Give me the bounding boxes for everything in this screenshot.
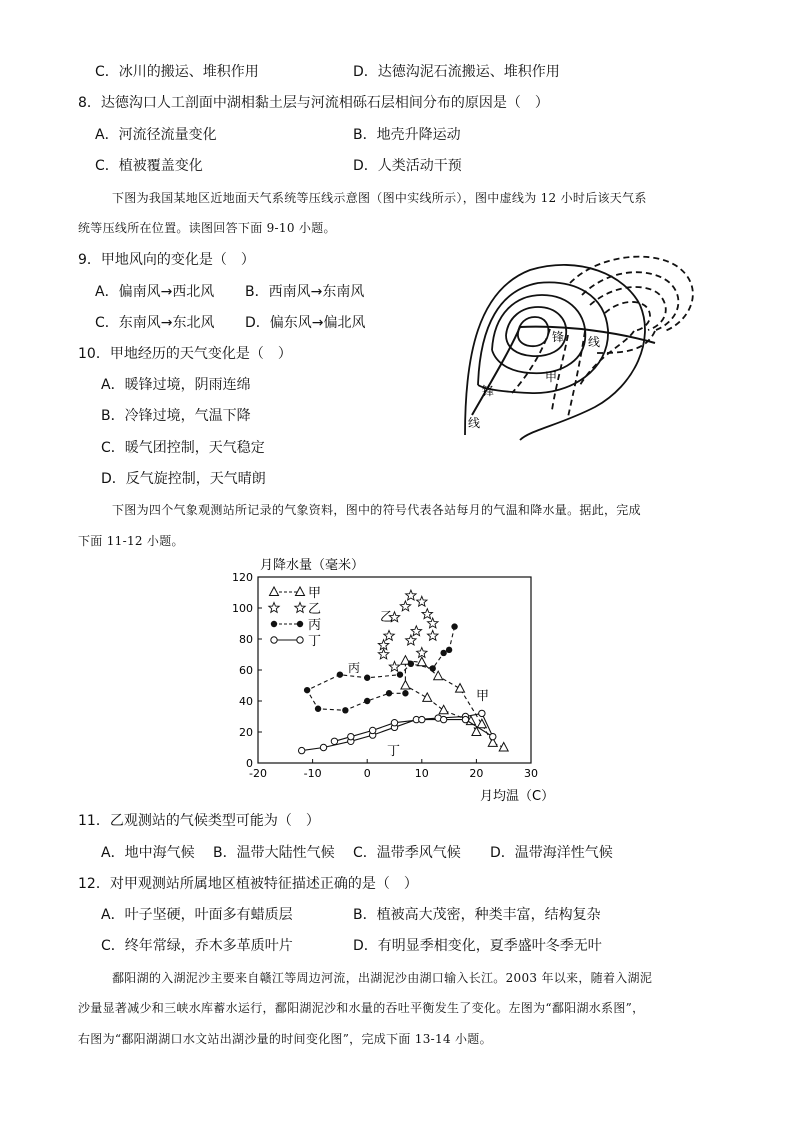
data-point-series-1 [417,596,427,606]
data-point-series-1 [411,626,422,636]
data-point-series-3 [369,727,375,733]
q10-option-a: A．暖锋过境，阴雨连绵 [101,377,251,393]
location-jia-label: 甲 [545,370,558,384]
q12-option-a: A．叶子坚硬，叶面多有蜡质层 [101,907,293,923]
q8-option-a: A．河流径流量变化 [95,127,217,143]
data-point-series-1 [378,649,389,659]
climate-scatter-chart [230,550,570,808]
data-point-series-0 [401,681,410,690]
data-point-series-2 [337,671,343,677]
q8-option-d: D．人类活动干预 [353,158,462,174]
x-tick-label: 10 [414,767,429,780]
data-point-series-1 [389,661,399,671]
data-point-series-0 [456,684,465,693]
y-tick-label: 120 [232,571,253,584]
data-point-series-1 [422,609,433,619]
weather-intro-line1: 下图为我国某地区近地面天气系统等压线示意图（图中实线所示），图中虚线为 12 小时后该天气系 [112,191,647,205]
chart-ylabel: 月降水量（毫米） [260,558,365,573]
legend-marker [271,637,277,643]
data-point-series-3 [479,710,485,716]
q12-option-c: C．终年常绿，乔木多革质叶片 [101,938,293,954]
data-point-series-0 [434,671,443,680]
data-point-series-3 [298,747,304,753]
data-point-series-2 [342,707,348,713]
q8-option-c: C．植被覆盖变化 [95,158,203,174]
series-label-ding: 丁 [387,744,401,759]
solid-isobar-5 [518,317,549,346]
data-point-series-2 [364,698,370,704]
q12-option-d: D．有明显季相变化，夏季盛叶冬季无叶 [353,938,602,954]
data-point-series-3 [419,716,425,722]
data-point-series-1 [406,590,417,600]
dashed-isobar-9 [568,331,585,417]
legend-label: 丁 [308,634,322,649]
legend-marker [297,621,303,627]
data-point-series-3 [391,720,397,726]
data-point-series-3 [320,744,326,750]
chart-xlabel: 月均温（C） [480,789,555,804]
data-point-series-2 [402,690,408,696]
data-point-series-1 [384,630,395,640]
data-point-series-2 [304,687,310,693]
series-label-jia: 甲 [476,689,490,704]
q8-option-b: B．地壳升降运动 [353,127,461,143]
q10-stem: 10．甲地经历的天气变化是（ ） [78,346,292,362]
q11-option-a: A．地中海气候 [101,845,195,861]
x-tick-label: -10 [303,767,322,780]
legend-marker [296,587,305,596]
data-point-series-0 [417,657,426,666]
q10-option-c: C．暖气团控制，天气稳定 [101,440,265,456]
data-point-series-2 [446,647,452,653]
line-label-2: 线 [468,416,481,430]
q10-option-d: D．反气旋控制，天气晴朗 [101,471,266,487]
q7-option-d: D．达德沟泥石流搬运、堆积作用 [353,64,560,80]
y-tick-label: 0 [246,757,253,770]
data-point-series-3 [462,716,468,722]
dashed-isobar-5 [595,331,655,353]
q11-stem: 11．乙观测站的气候类型可能为（ ） [78,813,320,829]
q10-option-b: B．冷锋过境，气温下降 [101,408,251,424]
data-point-series-1 [378,640,389,650]
x-tick-label: -20 [249,767,267,780]
data-point-series-1 [406,635,417,645]
front-label-2: 锋 [482,384,495,398]
legend-marker [270,587,279,596]
series-label-bing: 丙 [348,661,361,675]
legend-marker [269,603,279,613]
q8-stem: 8．达德沟口人工剖面中湖相黏土层与河流相砾石层相间分布的原因是（ ） [78,95,549,111]
q12-stem: 12．对甲观测站所属地区植被特征描述正确的是（ ） [78,876,418,892]
front-label-1: 锋 [552,330,565,344]
legend-label: 甲 [308,586,322,601]
data-point-series-3 [331,738,337,744]
data-point-series-0 [499,743,508,752]
q9-option-a: A．偏南风→西北风 [95,284,215,300]
y-tick-label: 100 [232,602,253,615]
legend-marker [271,621,277,627]
legend-marker [297,637,303,643]
y-tick-label: 80 [239,633,253,646]
lake-intro-line1: 鄱阳湖的入湖泥沙主要来自赣江等周边河流，出湖泥沙由湖口输入长江。2003 年以来，随着入湖泥 [112,971,653,985]
data-point-series-2 [451,623,457,629]
y-tick-label: 60 [239,664,253,677]
y-tick-label: 40 [239,695,253,708]
data-point-series-0 [439,705,448,714]
data-point-series-2 [315,706,321,712]
data-point-series-2 [408,661,414,667]
data-point-series-2 [430,665,436,671]
q7-option-c: C．冰川的搬运、堆积作用 [95,64,259,80]
q11-option-b: B．温带大陆性气候 [213,845,335,861]
data-point-series-3 [440,716,446,722]
data-point-series-1 [417,648,427,658]
data-point-series-2 [440,650,446,656]
weather-intro-line2: 统等压线所在位置。读图回答下面 9-10 小题。 [78,221,336,235]
x-tick-label: 0 [363,767,371,780]
q9-stem: 9．甲地风向的变化是（ ） [78,252,255,268]
data-point-series-1 [400,601,411,611]
data-point-series-3 [348,733,354,739]
legend-label: 丙 [308,618,322,633]
series-label-yi: 乙 [380,610,394,625]
data-point-series-1 [428,630,439,640]
q12-option-b: B．植被高大茂密，种类丰富，结构复杂 [353,907,601,923]
y-tick-label: 20 [239,726,253,739]
isobar-front-map [420,235,720,445]
x-tick-label: 30 [524,767,538,780]
x-tick-label: 20 [469,767,484,780]
q9-option-b: B．西南风→东南风 [245,284,365,300]
data-point-series-2 [386,690,392,696]
legend-marker [295,603,305,613]
data-point-series-3 [490,733,496,739]
legend-label: 乙 [308,602,322,617]
lake-intro-line2: 沙量显著减少和三峡水库蓄水运行，鄱阳湖泥沙和水量的吞吐平衡发生了变化。左图为“鄱阳湖水系图”， [78,1001,645,1015]
climate-intro-line2: 下面 11-12 小题。 [78,534,184,548]
lake-intro-line3: 右图为“鄱阳湖湖口水文站出湖沙量的时间变化图”，完成下面 13-14 小题。 [78,1032,492,1046]
line-label-1: 线 [588,335,601,349]
q9-option-d: D．偏东风→偏北风 [245,315,366,331]
q9-option-c: C．东南风→东北风 [95,315,215,331]
data-point-series-1 [428,618,439,628]
data-point-series-2 [364,675,370,681]
q11-option-d: D．温带海洋性气候 [490,845,613,861]
climate-intro-line1: 下图为四个气象观测站所记录的气象资料，图中的符号代表各站每月的气温和降水量。据此，完成 [112,503,641,517]
data-point-series-2 [397,671,403,677]
data-point-series-0 [423,693,432,702]
q11-option-c: C．温带季风气候 [353,845,461,861]
